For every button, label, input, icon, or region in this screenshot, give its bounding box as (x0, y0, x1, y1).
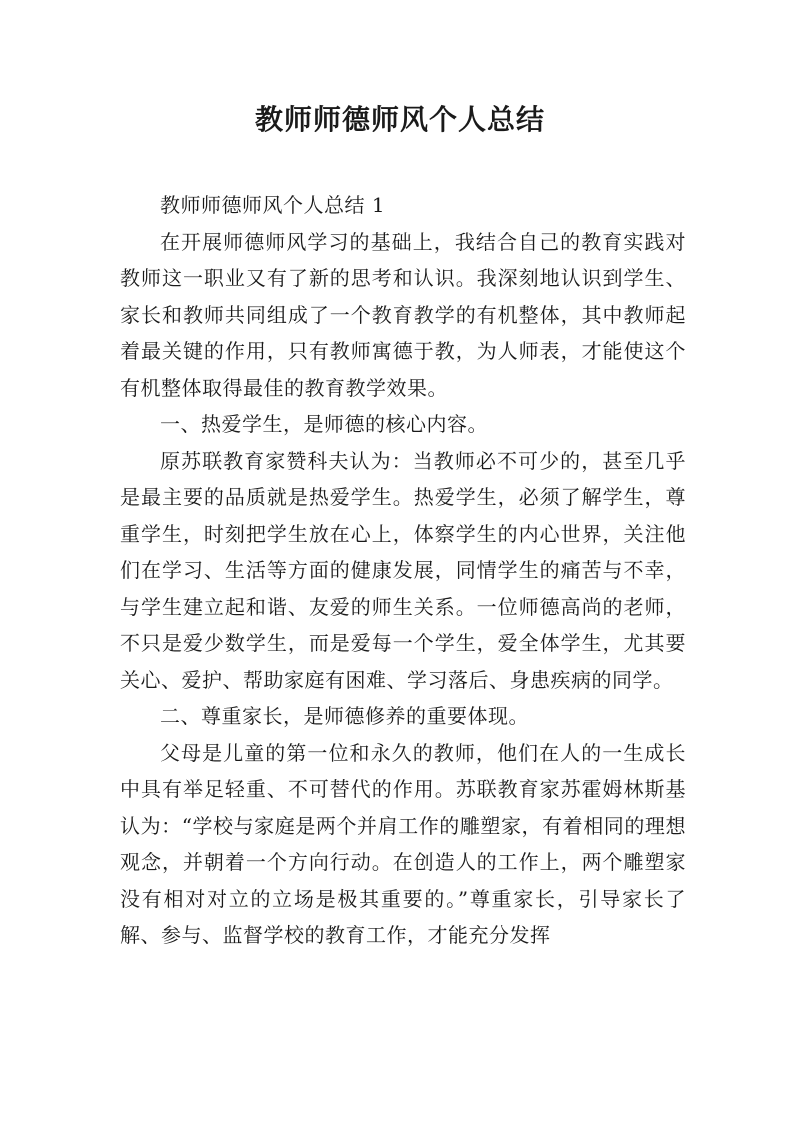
section-heading: 一、热爱学生，是师德的核心内容。 (160, 412, 488, 436)
document-title: 教师师德师风个人总结 (254, 103, 545, 136)
paragraph: 父母是儿童的第一位和永久的教师，他们在人的一生成长中具有举足轻重、不可替代的作用。苏联教育家苏霍姆林斯基认为：“学校与家庭是两个并肩工作的雕塑家，有着相同的理想观念，并朝着一个方向行动。在创造人的工作上，两个雕塑家没有相对对立的立场是极其重要的。”尊重家长，引导家长了解、参与、监督学校的教育工作，才能充分发挥 (120, 740, 686, 947)
paragraph: 原苏联教育家赞科夫认为：当教师必不可少的，甚至几乎是最主要的品质就是热爱学生。热爱学生，必须了解学生，尊重学生，时刻把学生放在心上，体察学生的内心世界，关注他们在学习、生活等方面的健康发展，同情学生的痛苦与不幸，与学生建立起和谐、友爱的师生关系。一位师德高尚的老师，不只是爱少数学生，而是爱每一个学生，爱全体学生，尤其要关心、爱护、帮助家庭有困难、学习落后、身患疾病的同学。 (120, 448, 686, 692)
section-heading: 二、尊重家长，是师德修养的重要体现。 (160, 704, 529, 728)
document-body (120, 187, 686, 954)
paragraph: 在开展师德师风学习的基础上，我结合自己的教育实践对教师这一职业又有了新的思考和认识。我深刻地认识到学生、家长和教师共同组成了一个教育教学的有机整体，其中教师起着最关键的作用，只有教师寓德于教，为人师表，才能使这个有机整体取得最佳的教育教学效果。 (120, 229, 686, 400)
section-heading: 教师师德师风个人总结 1 (160, 193, 386, 217)
